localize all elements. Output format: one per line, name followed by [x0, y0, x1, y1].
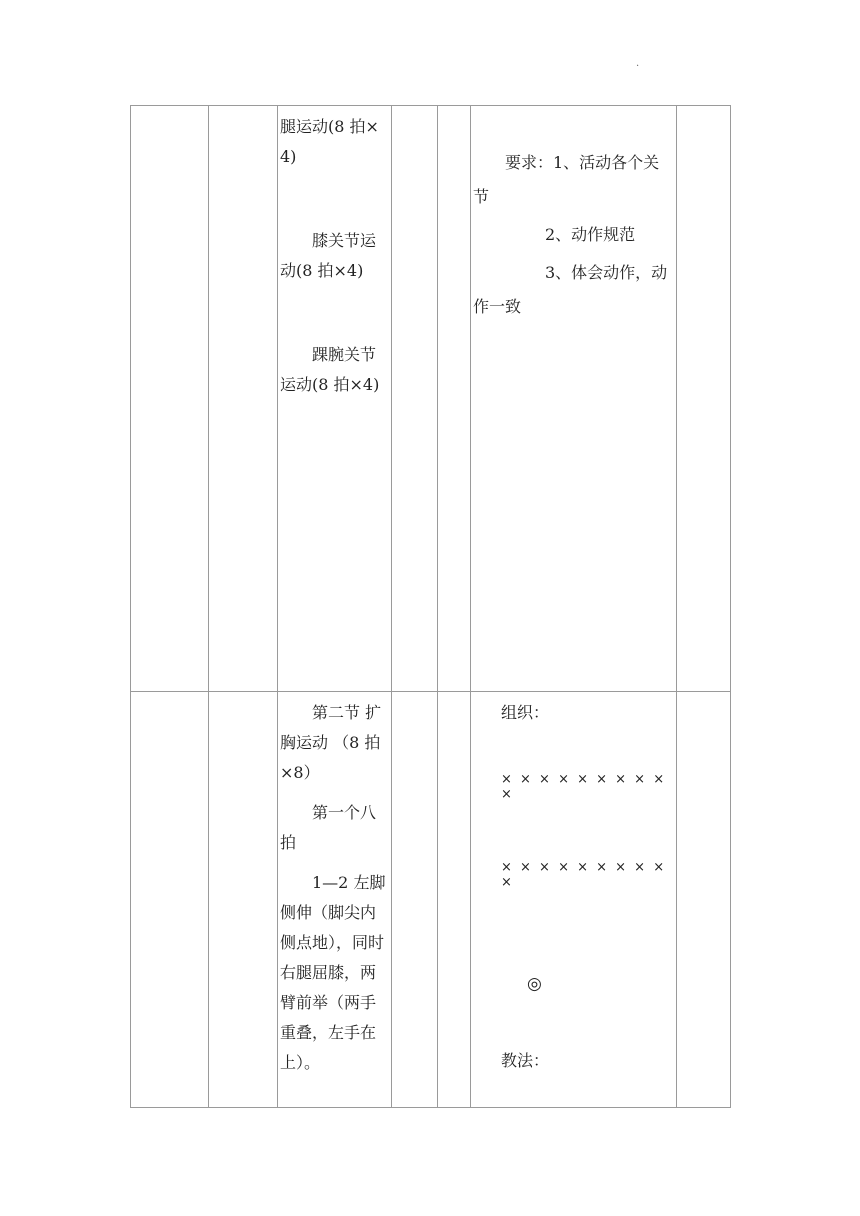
cell-empty — [209, 106, 278, 692]
cell-requirements — [471, 106, 677, 692]
formation-row-2: × × × × × × × × × × — [501, 860, 667, 890]
cell-empty — [131, 692, 209, 1108]
first-eight-count: 第一个八拍 — [280, 803, 377, 852]
requirement-3: 3、体会动作，动作一致 — [473, 263, 668, 316]
lesson-plan-table — [130, 105, 731, 1108]
cell-exercise-content — [278, 692, 392, 1108]
cell-empty — [438, 106, 471, 692]
cell-empty — [677, 106, 731, 692]
table-row — [131, 692, 731, 1108]
cell-empty — [392, 692, 438, 1108]
cell-empty — [131, 106, 209, 692]
organization-title: 组织： — [501, 703, 550, 722]
movement-description: 1—2 左脚侧伸（脚尖内侧点地），同时右腿屈膝，两臂前举（两手重叠，左手在上）。 — [280, 873, 386, 1072]
cell-organization — [471, 692, 677, 1108]
teacher-position-icon: ◎ — [527, 974, 542, 994]
requirement-1: 要求：1、活动各个关节 — [473, 153, 660, 206]
table-row — [131, 106, 731, 692]
exercise-leg: 腿运动(8 拍×4) — [280, 117, 379, 166]
section-title: 第二节 扩胸运动 （8 拍×8） — [280, 703, 382, 782]
exercise-ankle-wrist: 踝腕关节运动(8 拍×4) — [280, 345, 380, 394]
page-mark: . — [636, 58, 640, 69]
requirement-2: 2、动作规范 — [545, 225, 636, 244]
teaching-method-label: 教法： — [501, 1051, 550, 1070]
cell-empty — [209, 692, 278, 1108]
cell-empty — [392, 106, 438, 692]
cell-exercise-content — [278, 106, 392, 692]
cell-empty — [438, 692, 471, 1108]
exercise-knee: 膝关节运动(8 拍×4) — [280, 231, 377, 280]
formation-row-1: × × × × × × × × × × — [501, 772, 667, 802]
cell-empty — [677, 692, 731, 1108]
